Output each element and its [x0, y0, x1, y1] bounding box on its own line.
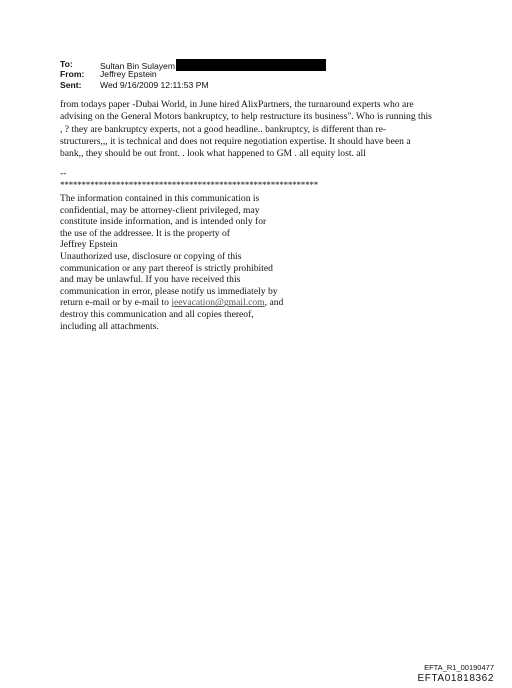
disclaimer-line: constitute inside information, and is intended only for: [60, 216, 267, 228]
from-label: From:: [60, 69, 85, 80]
to-label: To:: [60, 59, 73, 69]
disclaimer-line: destroy this communication and all copies thereof,: [60, 308, 254, 320]
disclaimer-line: The information contained in this communication is: [60, 193, 260, 204]
sent-value: Wed 9/16/2009 12:11:53 PM: [100, 79, 209, 90]
disclaimer-line: and may be unlawful. If you have received this: [60, 274, 241, 286]
to-value: Sultan Bin Sulayem: [100, 61, 175, 71]
disclaimer-line: the use of the addressee. It is the property of: [60, 227, 230, 239]
return-prefix: return e-mail or by e-mail to: [60, 297, 172, 309]
body-line: structurers,,, it is technical and does not require negotiation expertise. It should have been a: [60, 135, 411, 147]
bates-number-small: EFTA_R1_00190477: [424, 663, 494, 672]
confidentiality-disclaimer: [60, 193, 320, 332]
body-line: from todays paper -Dubai World, in June hired AlixPartners, the turnaround experts who are: [60, 99, 414, 110]
redaction-bar: [176, 59, 326, 71]
body-line: advising on the General Motors bankruptcy, to help restructure its business". Who is running this: [60, 111, 432, 123]
disclaimer-line: Jeffrey Epstein: [60, 239, 118, 251]
email-link[interactable]: jeevacation@gmail.com: [171, 297, 265, 309]
signature-dash: --: [60, 168, 67, 179]
disclaimer-line: communication or any part thereof is strictly prohibited: [60, 262, 273, 274]
disclaimer-line: [60, 297, 320, 309]
signature-separator: ************************************************************: [60, 180, 319, 190]
body-line: bank,, they should be out front. . look what happened to GM . all equity lost. all: [60, 148, 366, 160]
disclaimer-line: communication in error, please notify us immediately by: [60, 285, 278, 297]
return-suffix: , and: [264, 297, 284, 309]
disclaimer-line: Unauthorized use, disclosure or copying of this: [60, 250, 242, 262]
body-line: , ? they are bankruptcy experts, not a good headline.. bankruptcy, is different than re-: [60, 123, 387, 135]
disclaimer-line: confidential, may be attorney-client privileged, may: [60, 204, 260, 216]
email-body: [60, 99, 460, 160]
bates-number-large: EFTA01818362: [417, 673, 494, 684]
sent-label: Sent:: [60, 79, 82, 90]
disclaimer-line: including all attachments.: [60, 320, 159, 332]
from-value: Jeffrey Epstein: [100, 69, 157, 80]
